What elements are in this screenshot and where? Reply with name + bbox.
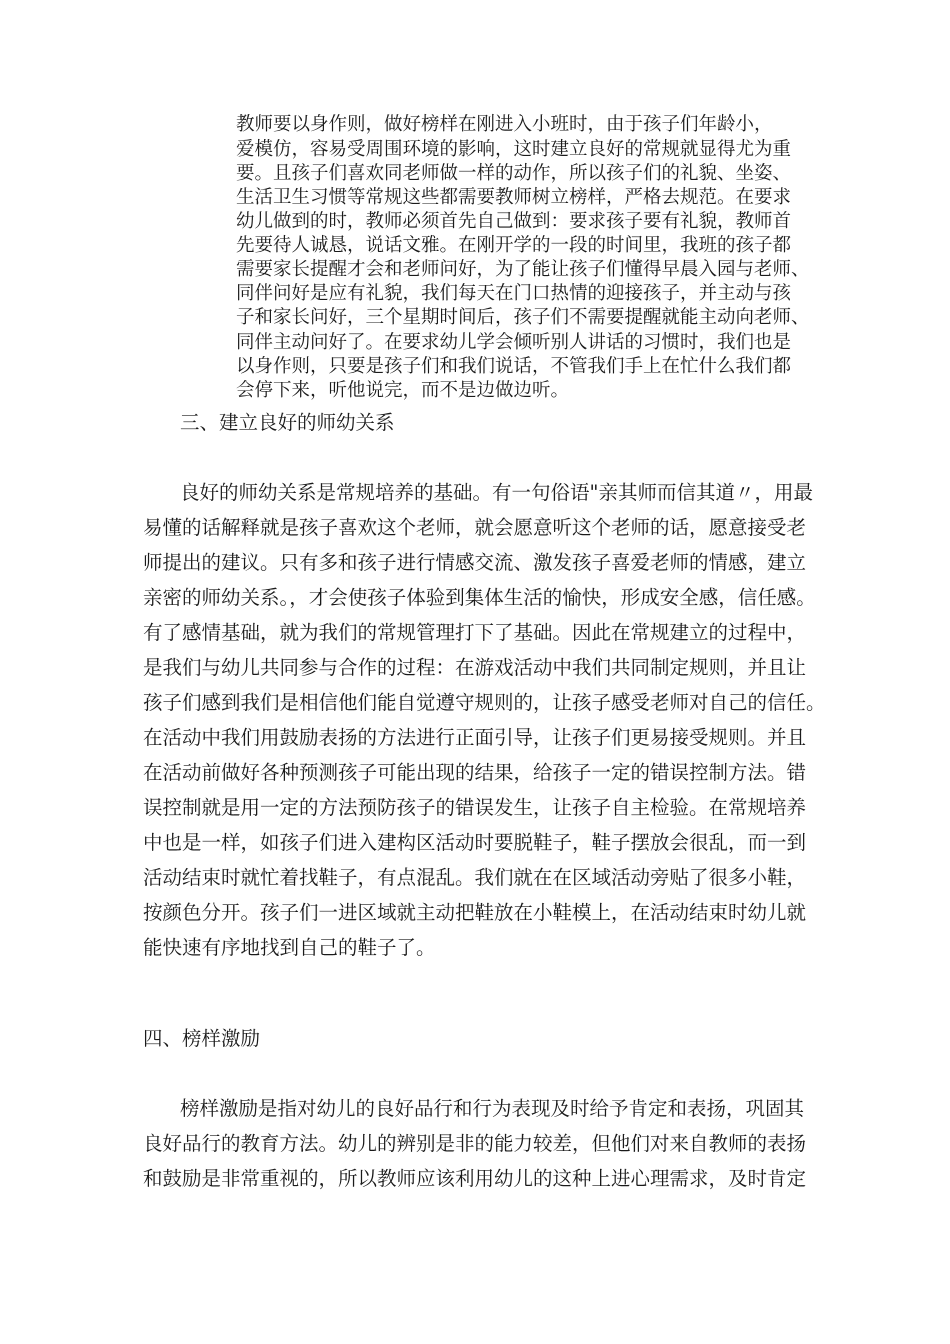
section-heading: 三、建立良好的师幼关系 bbox=[180, 411, 395, 434]
text-line: 和鼓励是非常重视的，所以教师应该利用幼儿的这种上进心理需求，及时肯定 bbox=[143, 1167, 807, 1190]
text-line: 幼儿做到的时，教师必须首先自己做到：要求孩子要有礼貌，教师首 bbox=[236, 211, 792, 232]
text-line: 活动结束时就忙着找鞋子，有点混乱。我们就在在区域活动旁贴了很多小鞋， bbox=[143, 866, 807, 889]
text-line: 师提出的建议。只有多和孩子进行情感交流、激发孩子喜爱老师的情感，建立 bbox=[143, 551, 807, 574]
text-line: 在活动前做好各种预测孩子可能出现的结果，给孩子一定的错误控制方法。错 bbox=[143, 761, 807, 784]
text-line: 在活动中我们用鼓励表扬的方法进行正面引导，让孩子们更易接受规则。并且 bbox=[143, 726, 807, 749]
text-line: 易懂的话解释就是孩子喜欢这个老师，就会愿意听这个老师的话，愿意接受老 bbox=[143, 516, 807, 539]
text-line: 爱模仿，容易受周围环境的影响，这时建立良好的常规就显得尤为重 bbox=[236, 139, 792, 160]
text-line: 先要待人诚恳，说话文雅。在刚开学的一段的时间里，我班的孩子都 bbox=[236, 235, 792, 256]
text-line: 同伴主动问好了。在要求幼儿学会倾听别人讲话的习惯时，我们也是 bbox=[236, 332, 792, 353]
text-line: 孩子们感到我们是相信他们能自觉遵守规则的，让孩子感受老师对自己的信任。 bbox=[143, 691, 826, 714]
text-line: 教师要以身作则，做好榜样在刚进入小班时，由于孩子们年龄小， bbox=[236, 114, 773, 135]
text-line: 能快速有序地找到自己的鞋子了。 bbox=[143, 936, 436, 959]
text-line: 子和家长问好，三个星期时间后，孩子们不需要提醒就能主动向老师、 bbox=[236, 307, 810, 328]
text-line: 是我们与幼儿共同参与合作的过程：在游戏活动中我们共同制定规则，并且让 bbox=[143, 656, 807, 679]
text-line: 亲密的师幼关系。，才会使孩子体验到集体生活的愉快，形成安全感，信任感。 bbox=[143, 586, 816, 609]
text-line: 需要家长提醒才会和老师问好，为了能让孩子们懂得早晨入园与老师、 bbox=[236, 259, 810, 280]
text-line: 按颜色分开。孩子们一进区域就主动把鞋放在小鞋模上，在活动结束时幼儿就 bbox=[143, 901, 807, 924]
text-line: 同伴问好是应有礼貌，我们每天在门口热情的迎接孩子，并主动与孩 bbox=[236, 283, 792, 304]
text-line: 中也是一样，如孩子们进入建构区活动时要脱鞋子，鞋子摆放会很乱，而一到 bbox=[143, 831, 807, 854]
text-line: 良好品行的教育方法。幼儿的辨别是非的能力较差，但他们对来自教师的表扬 bbox=[143, 1132, 807, 1155]
text-line: 有了感情基础，就为我们的常规管理打下了基础。因此在常规建立的过程中， bbox=[143, 621, 807, 644]
text-line: 生活卫生习惯等常规这些都需要教师树立榜样，严格去规范。在要求 bbox=[236, 187, 792, 208]
section-heading: 四、榜样激励 bbox=[143, 1027, 261, 1050]
text-line: 以身作则，只要是孩子们和我们说话，不管我们手上在忙什么我们都 bbox=[236, 356, 792, 377]
text-line: 要。且孩子们喜欢同老师做一样的动作，所以孩子们的礼貌、坐姿、 bbox=[236, 163, 792, 184]
text-line: 误控制就是用一定的方法预防孩子的错误发生，让孩子自主检验。在常规培养 bbox=[143, 796, 807, 819]
text-line: 榜样激励是指对幼儿的良好品行和行为表现及时给予肯定和表扬，巩固其 bbox=[180, 1097, 805, 1120]
text-line: 良好的师幼关系是常规培养的基础。有一句俗语"亲其师而信其道〃，用最 bbox=[180, 481, 813, 504]
text-line: 会停下来，听他说完，而不是边做边听。 bbox=[236, 380, 570, 401]
